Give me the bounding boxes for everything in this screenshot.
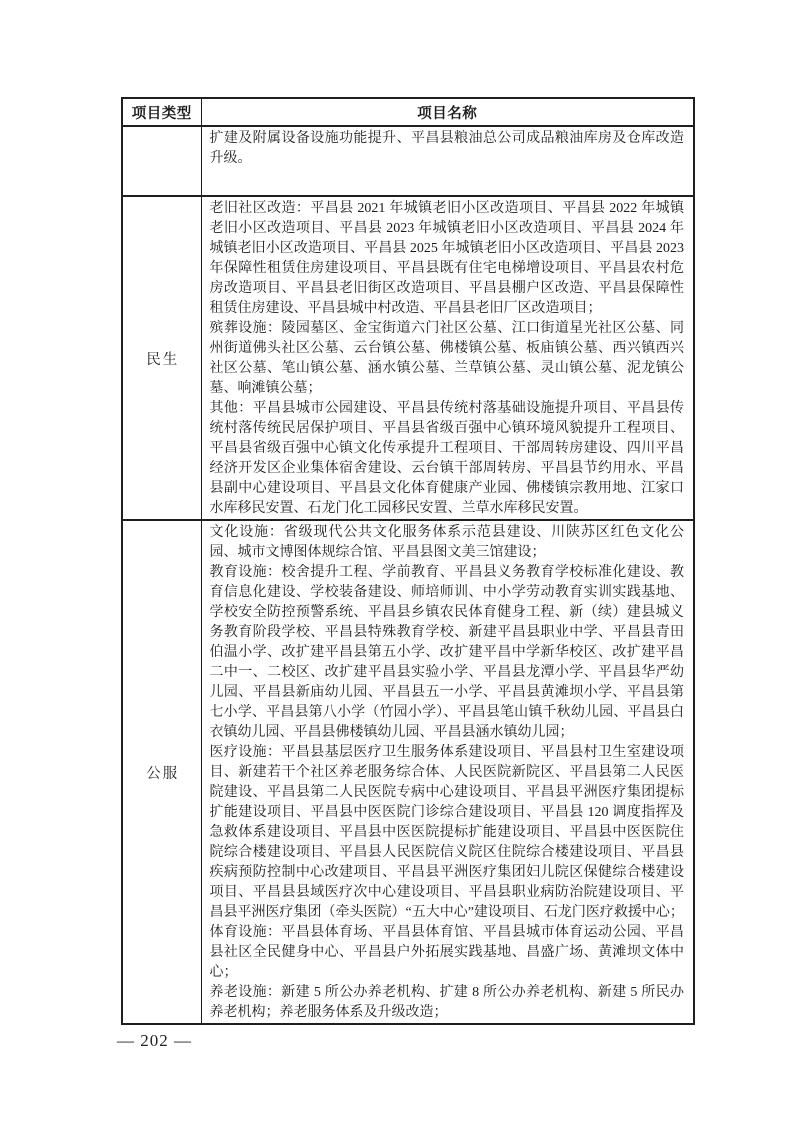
page-number: — 202 —	[117, 1031, 192, 1050]
project-paragraph: 文化设施：省级现代公共文化服务体系示范县建设、川陕苏区红色文化公园、城市文博图体规综合馆、平昌县图文美三馆建设；	[209, 525, 684, 560]
table-header	[122, 98, 694, 126]
project-paragraph: 教育设施：校舍提升工程、学前教育、平昌县义务教育学校标准化建设、教育信息化建设、学校装备建设、师培师训、中小学劳动教育实训实践基地、学校安全防控预警系统、平昌县乡镇农民体育健身工程、新（续）建县城义务教育阶段学校、平昌县特殊教育学校、新建平昌县职业中学、平昌县青田伯温小学、改扩建平昌县第五小学、改扩建平昌中学新华校区、改扩建平昌二中一、二校区、改扩建平昌县实验小学、平昌县龙潭小学、平昌县华严幼儿园、平昌县新庙幼儿园、平昌县五一小学、平昌县黄滩坝小学、平昌县第七小学、平昌县第八小学（竹园小学）、平昌县笔山镇千秋幼儿园、平昌县白衣镇幼儿园、平昌县佛楼镇幼儿园、平昌县涵水镇幼儿园；	[209, 565, 684, 740]
project-name-cell	[201, 196, 694, 520]
project-paragraph: 医疗设施：平昌县基层医疗卫生服务体系建设项目、平昌县村卫生室建设项目、新建若干个社区养老服务综合体、人民医院新院区、平昌县第二人民医院建设、平昌县第二人民医院专病中心建设项目、平昌县平洲医疗集团提标扩能建设项目、平昌县中医医院门诊综合建设项目、平昌县 120 调度指挥及急救体系建设项目、平昌县中医医院提标扩能建设项目、平昌县中医医院住院综合楼建设项目、平昌县人民医院信义院区住院综合楼建设项目、平昌县疾病预防控制中心改建项目、平昌县平洲医疗集团妇儿院区保健综合楼建设项目、平昌县县域医疗次中心建设项目、平昌县职业病防治院建设项目、平昌县平洲医疗集团（牵头医院）“五大中心”建设项目、石龙门医疗救援中心；	[209, 745, 684, 920]
table-row	[122, 520, 694, 1024]
table-header-row	[122, 98, 694, 126]
project-paragraph: 殡葬设施：陵园墓区、金宝街道六门社区公墓、江口街道星光社区公墓、同州街道佛头社区公墓、云台镇公墓、佛楼镇公墓、板庙镇公墓、西兴镇西兴社区公墓、笔山镇公墓、涵水镇公墓、兰草镇公墓、灵山镇公墓、泥龙镇公墓、响滩镇公墓；	[209, 321, 684, 396]
project-paragraph: 养老设施：新建 5 所公办养老机构、扩建 8 所公办养老机构、新建 5 所民办养老机构；养老服务体系及升级改造；	[209, 985, 684, 1020]
table-body	[122, 126, 694, 1024]
project-paragraph: 老旧社区改造：平昌县 2021 年城镇老旧小区改造项目、平昌县 2022 年城镇老旧小区改造项目、平昌县 2023 年城镇老旧小区改造项目、平昌县 2024 年城镇老旧小区改造项目、平昌县 2025 年城镇老旧小区改造项目、平昌县 2023 年保障性租赁住房建设项目、平昌县既有住宅电梯增设项目、平昌县农村危房改造项目、平昌县老旧街区改造项目、平昌县棚户区改造、平昌县保障性租赁住房建设、平昌县城中村改造、平昌县老旧厂区改造项目；	[209, 201, 684, 316]
table-row	[122, 196, 694, 520]
project-type-cell: 民生	[122, 196, 201, 520]
project-type-cell	[122, 126, 201, 196]
project-table	[121, 97, 695, 1025]
header-project-type: 项目类型	[122, 98, 201, 126]
header-project-name: 项目名称	[201, 98, 694, 126]
project-name-cell	[201, 126, 694, 196]
project-paragraph: 其他：平昌县城市公园建设、平昌县传统村落基础设施提升项目、平昌县传统村落传统民居保护项目、平昌县省级百强中心镇环境风貌提升工程项目、平昌县省级百强中心镇文化传承提升工程项目、干部周转房建设、四川平昌经济开发区企业集体宿舍建设、云台镇干部周转房、平昌县节约用水、平昌县副中心建设项目、平昌县文化体育健康产业园、佛楼镇宗教用地、江家口水库移民安置、石龙门化工园移民安置、兰草水库移民安置。	[209, 401, 684, 516]
project-paragraph: 扩建及附属设备设施功能提升、平昌县粮油总公司成品粮油库房及仓库改造升级。	[209, 131, 684, 166]
table-row	[122, 126, 694, 196]
project-name-cell	[201, 520, 694, 1024]
project-type-cell: 公服	[122, 520, 201, 1024]
project-paragraph: 体育设施：平昌县体育场、平昌县体育馆、平昌县城市体育运动公园、平昌县社区全民健身中心、平昌县户外拓展实践基地、昌盛广场、黄滩坝文体中心；	[209, 925, 684, 980]
